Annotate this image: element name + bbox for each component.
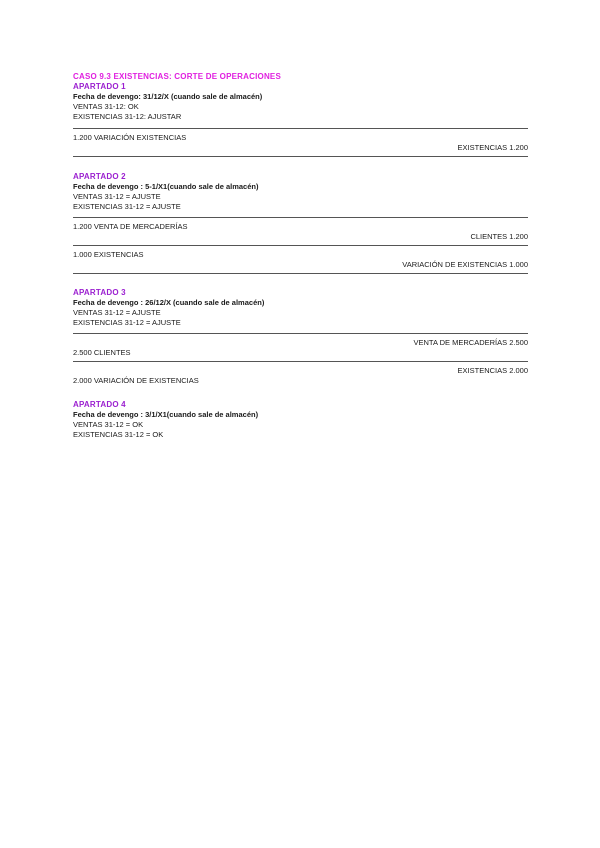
debit-entry: 1.200 VENTA DE MERCADERÍAS (73, 222, 188, 231)
document-page (73, 72, 528, 440)
debit-entry: 1.200 VARIACIÓN EXISTENCIAS (73, 133, 187, 142)
devengo-date: Fecha de devengo : 3/1/X1(cuando sale de almacén) (73, 410, 259, 419)
status-line: VENTAS 31-12 = AJUSTE (73, 308, 161, 317)
section-apartado-4 (73, 400, 528, 440)
debit-entry: 2.500 CLIENTES (73, 348, 131, 357)
credit-entry: VARIACIÓN DE EXISTENCIAS 1.000 (402, 260, 528, 269)
debit-entry: 2.000 VARIACIÓN DE EXISTENCIAS (73, 376, 199, 385)
debit-entry: 1.000 EXISTENCIAS (73, 250, 144, 259)
status-line: VENTAS 31-12: OK (73, 102, 139, 111)
section-title: APARTADO 1 (73, 82, 126, 91)
section-title: APARTADO 4 (73, 400, 126, 409)
devengo-date: Fecha de devengo: 31/12/X (cuando sale de almacén) (73, 92, 263, 101)
section-title: APARTADO 2 (73, 172, 126, 181)
devengo-date: Fecha de devengo : 26/12/X (cuando sale de almacén) (73, 298, 265, 307)
devengo-date: Fecha de devengo : 5-1/X1(cuando sale de almacén) (73, 182, 259, 191)
credit-entry: EXISTENCIAS 2.000 (457, 366, 528, 375)
credit-entry: EXISTENCIAS 1.200 (457, 143, 528, 152)
status-line: VENTAS 31-12 = AJUSTE (73, 192, 161, 201)
section-apartado-2 (73, 172, 528, 274)
status-line: EXISTENCIAS 31-12 = AJUSTE (73, 202, 181, 211)
status-line: EXISTENCIAS 31-12 = OK (73, 430, 164, 439)
section-apartado-1 (73, 82, 528, 157)
status-line: EXISTENCIAS 31-12: AJUSTAR (73, 112, 182, 121)
status-line: EXISTENCIAS 31-12 = AJUSTE (73, 318, 181, 327)
section-apartado-3 (73, 288, 528, 386)
case-title: CASO 9.3 EXISTENCIAS: CORTE DE OPERACIONES (73, 72, 281, 81)
section-title: APARTADO 3 (73, 288, 126, 297)
status-line: VENTAS 31-12 = OK (73, 420, 144, 429)
credit-entry: VENTA DE MERCADERÍAS 2.500 (413, 338, 528, 347)
credit-entry: CLIENTES 1.200 (470, 232, 528, 241)
